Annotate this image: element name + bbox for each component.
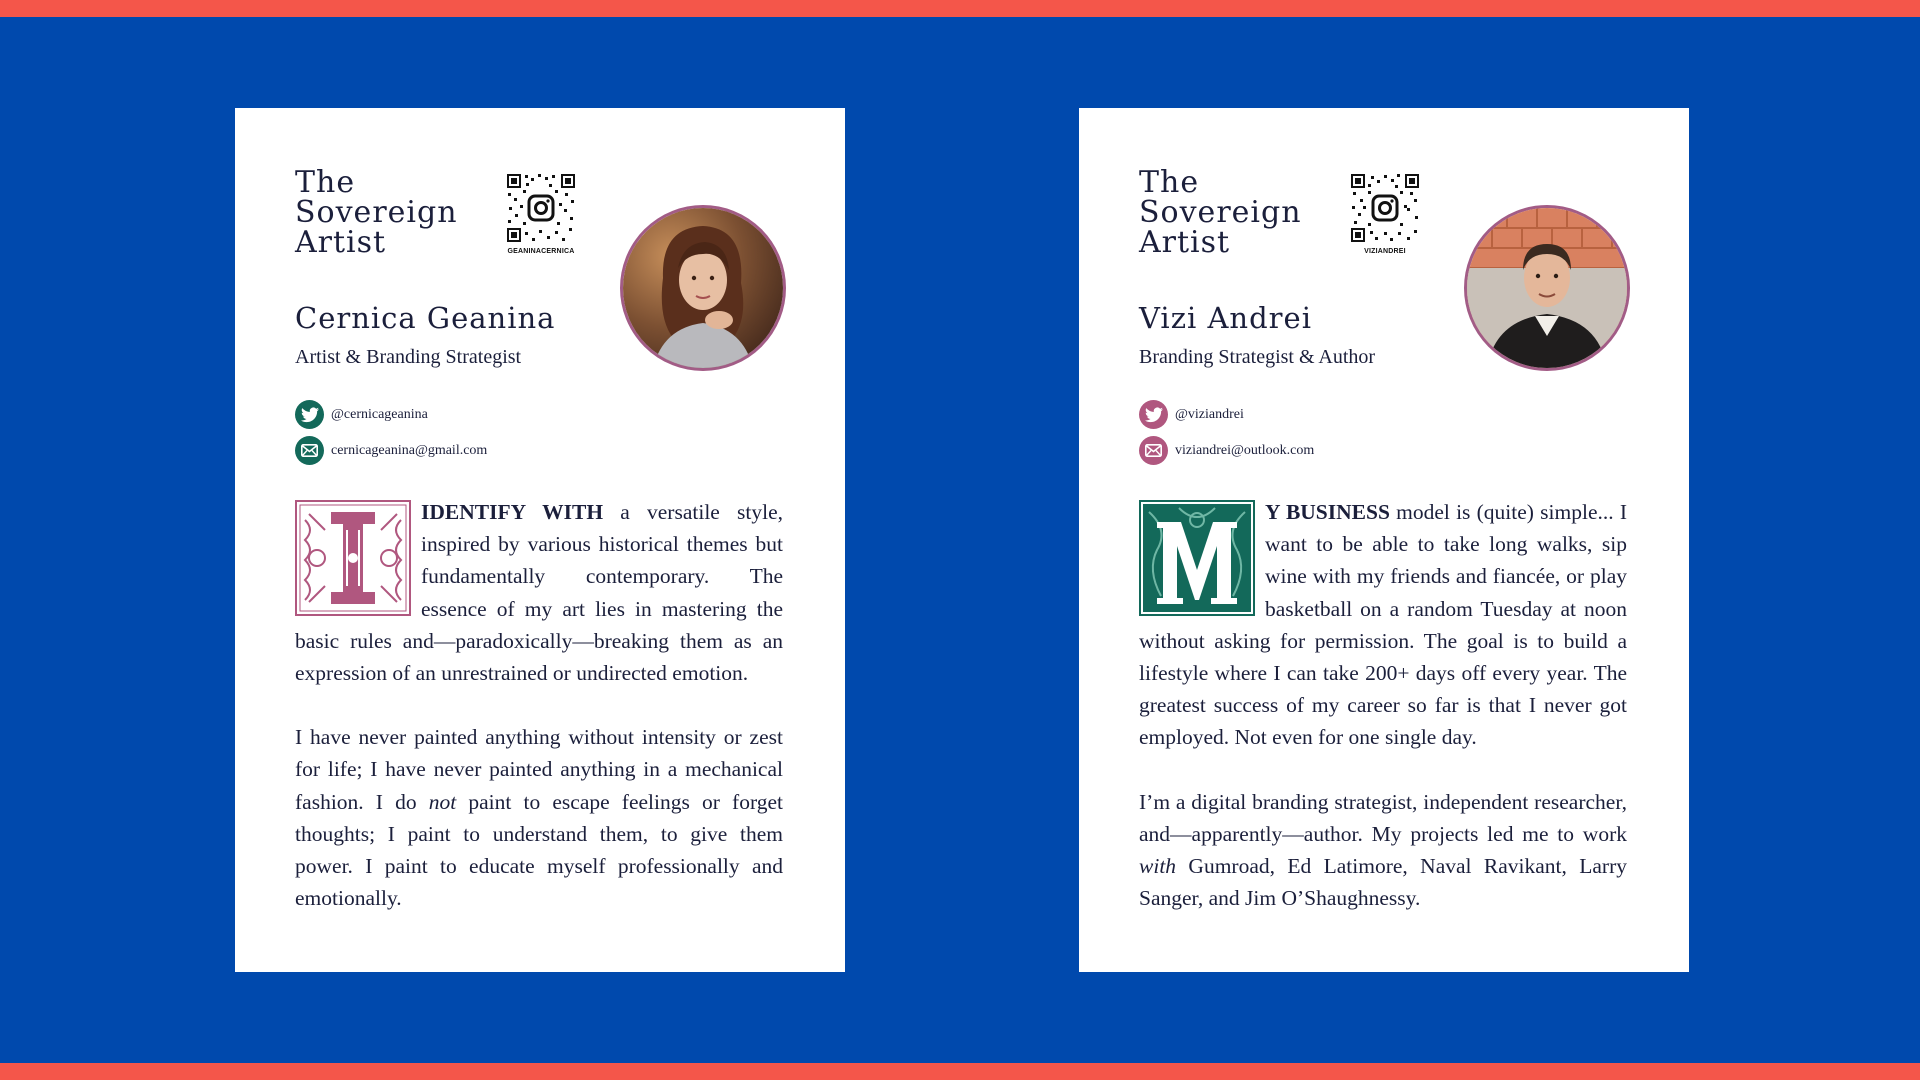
person-name: Cernica Geanina: [295, 301, 556, 335]
brand-logo: The Sovereign Artist: [295, 165, 458, 260]
qr-code[interactable]: [505, 172, 577, 255]
bio-lead: IDENTIFY WITH: [421, 500, 604, 524]
bio-paragraph-2: I have never painted anything without intensity or zest for life; I have never painted anything in a mechanical fashion. I do not paint to escape feelings or forget thoughts; I paint to understand them, to give them power. I paint to educate myself professionally and emotionally.: [295, 725, 783, 911]
person-role: Branding Strategist & Author: [1139, 346, 1376, 368]
mail-icon: [295, 436, 324, 465]
dropcap-i-ornament: [295, 500, 411, 616]
profile-card-geanina: [235, 108, 845, 972]
bio-lead: Y BUSINESS: [1265, 500, 1390, 524]
portrait-image: [623, 208, 783, 368]
qr-code-icon: [505, 172, 577, 244]
email-contact[interactable]: [295, 436, 487, 465]
profile-card-andrei: [1079, 108, 1689, 972]
bio-text: [295, 496, 783, 946]
bio-paragraph-1: IDENTIFY WITH a versatile style, inspired by various historical themes but fundamentally contemporary. The essence of my art lies in mastering the basic rules and—paradoxically—breaking them as an expression of an unrestrained or undirected emotion.: [295, 500, 784, 686]
brand-logo: The Sovereign Artist: [1139, 165, 1302, 260]
twitter-icon: [295, 400, 324, 429]
bio-paragraph-2: I’m a digital branding strategist, independent researcher, and—apparently—author. My projects led me to work with Gumroad, Ed Latimore, Naval Ravikant, Larry Sanger, and Jim O’Shaughnessy.: [1139, 789, 1627, 911]
portrait-image: [1467, 208, 1627, 368]
twitter-handle: @cernicageanina: [331, 406, 428, 422]
twitter-icon: [1139, 400, 1168, 429]
qr-caption: GEANINACERNICA: [507, 248, 575, 255]
twitter-handle: @viziandrei: [1175, 406, 1244, 422]
twitter-contact[interactable]: [1139, 400, 1244, 429]
mail-icon: [1139, 436, 1168, 465]
person-name: Vizi Andrei: [1139, 301, 1312, 335]
bio-text: [1139, 496, 1627, 946]
bottom-stripe: [0, 1063, 1920, 1080]
qr-code-icon: [1349, 172, 1421, 244]
dropcap-m-ornament: [1139, 500, 1255, 616]
qr-code[interactable]: [1349, 172, 1421, 255]
bio-paragraph-1: Y BUSINESS model is (quite) simple... I want to be able to take long walks, sip wine with my friends and fiancée, or play basketball on a random Tuesday at noon without asking for permission. The goal is to build a lifestyle where I can take 200+ days off every year. The greatest success of my career so far is that I never got employed. Not even for one single day.: [1139, 500, 1627, 750]
qr-caption: VIZIANDREI: [1364, 248, 1406, 255]
avatar: [620, 205, 786, 371]
top-stripe: [0, 0, 1920, 17]
email-contact[interactable]: [1139, 436, 1314, 465]
email-address: viziandrei@outlook.com: [1175, 442, 1315, 458]
email-address: cernicageanina@gmail.com: [331, 442, 488, 458]
person-role: Artist & Branding Strategist: [295, 346, 522, 368]
avatar: [1464, 205, 1630, 371]
twitter-contact[interactable]: [295, 400, 428, 429]
